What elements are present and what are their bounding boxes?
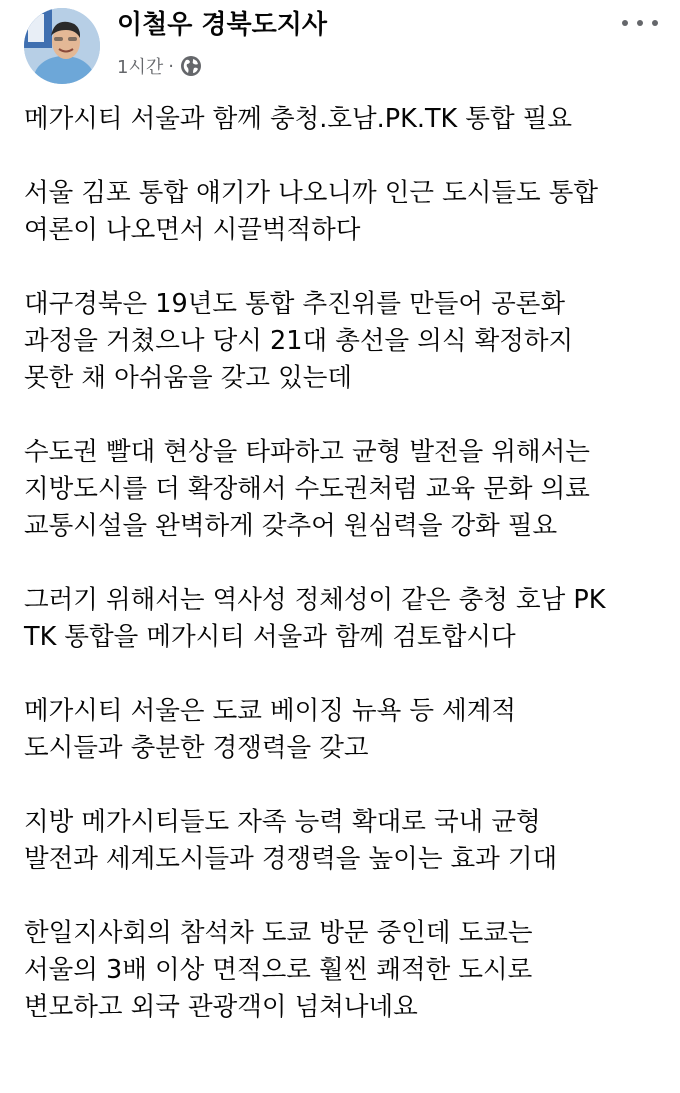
post-text-line: 여론이 나오면서 시끌벅적하다 [24,215,361,245]
post-header [0,0,680,96]
more-dots-icon [652,20,658,26]
meta-separator: · [168,55,174,77]
post-paragraph [24,101,664,138]
post-text-line: 메가시티 서울과 함께 충청.호남.PK.TK 통합 필요 [24,104,573,134]
post-text-line: 수도권 빨대 현상을 타파하고 균형 발전을 위해서는 [24,437,590,467]
post-paragraph [24,175,664,249]
post-text-line: 도시들과 충분한 경쟁력을 갖고 [24,733,369,763]
more-options-button[interactable] [622,10,658,36]
post-time[interactable]: 1시간 [117,57,164,78]
post-paragraph [24,286,664,397]
post-meta [117,52,202,80]
post-text-line: 대구경북은 19년도 통합 추진위를 만들어 공론화 [24,289,566,319]
post-text-line: 지방도시를 더 확장해서 수도권처럼 교육 문화 의료 [24,474,590,504]
post-text-line: 그러기 위해서는 역사성 정체성이 같은 충청 호남 PK [24,585,606,615]
post-text-line: 교통시설을 완벽하게 갖추어 원심력을 강화 필요 [24,511,558,541]
post-text-line: 변모하고 외국 관광객이 넘쳐나네요 [24,992,418,1022]
author-name[interactable]: 이철우 경북도지사 [117,10,327,40]
post-paragraph [24,582,664,656]
post-body [24,101,664,1026]
post-text-line: 과정을 거쳤으나 당시 21대 총선을 의식 확정하지 [24,326,574,356]
post-paragraph [24,915,664,1026]
post-text-line: 메가시티 서울은 도쿄 베이징 뉴욕 등 세계적 [24,696,517,726]
post-text-line: 발전과 세계도시들과 경쟁력을 높이는 효과 기대 [24,844,558,874]
post-text-line: 못한 채 아쉬움을 갖고 있는데 [24,363,353,393]
more-dots-icon [622,20,628,26]
post-text-line: 서울 김포 통합 얘기가 나오니까 인근 도시들도 통합 [24,178,599,208]
post-paragraph [24,804,664,878]
more-dots-icon [637,20,643,26]
post-text-line: TK 통합을 메가시티 서울과 함께 검토합시다 [24,622,516,652]
post-paragraph [24,434,664,545]
post-paragraph [24,693,664,767]
post-text-line: 지방 메가시티들도 자족 능력 확대로 국내 균형 [24,807,541,837]
post-text-line: 서울의 3배 이상 면적으로 훨씬 쾌적한 도시로 [24,955,533,985]
post-text-line: 한일지사회의 참석차 도쿄 방문 중인데 도쿄는 [24,918,533,948]
author-avatar[interactable] [24,8,100,84]
globe-icon[interactable] [180,55,202,77]
avatar-photo [24,8,100,84]
